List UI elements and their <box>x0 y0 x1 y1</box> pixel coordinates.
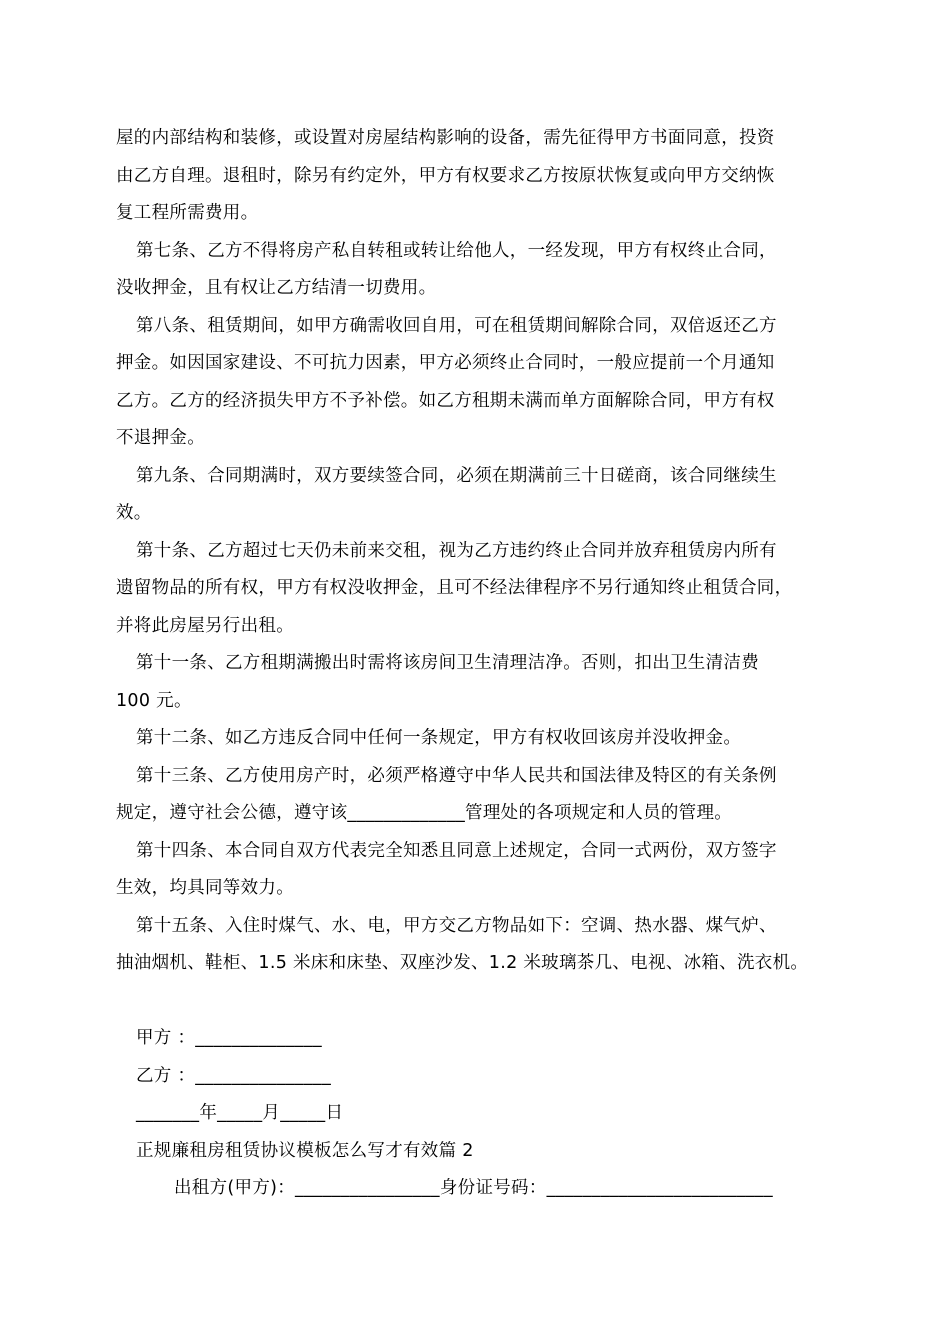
clause-13-line-1: 第十三条、乙方使用房产时，必须严格遵守中华人民共和国法律及特区的有关条例 <box>136 766 777 786</box>
clause-10-line-2: 遗留物品的所有权，甲方有权没收押金，且可不经法律程序不另行通知终止租赁合同， <box>116 578 793 598</box>
party-b-signature: 乙方 ：_______________ <box>136 1066 332 1086</box>
clause-8-line-4: 不退押金。 <box>116 428 205 448</box>
clause-12-line-1: 第十二条、如乙方违反合同中任何一条规定，甲方有权收回该房并没收押金。 <box>136 728 742 748</box>
next-section-title: 正规廉租房租赁协议模板怎么写才有效篇 2 <box>136 1141 474 1161</box>
clause-7-line-1: 第七条、乙方不得将房产私自转租或转让给他人，一经发现，甲方有权终止合同， <box>136 241 777 261</box>
body-line-2: 由乙方自理。退租时，除另有约定外，甲方有权要求乙方按原状恢复或向甲方交纳恢 <box>116 166 775 186</box>
lessor-line: 出租方(甲方)：________________身份证号码：_________________________ <box>174 1178 773 1198</box>
clause-10-line-3: 并将此房屋另行出租。 <box>116 616 294 636</box>
clause-8-line-2: 押金。如因国家建设、不可抗力因素，甲方必须终止合同时，一般应提前一个月通知 <box>116 353 775 373</box>
clause-15-line-2: 抽油烟机、鞋柜、1.5 米床和床垫、双座沙发、1.2 米玻璃茶几、电视、冰箱、洗衣机。 <box>116 953 809 973</box>
clause-11-line-2: 100 元。 <box>116 691 192 711</box>
clause-14-line-2: 生效，均具同等效力。 <box>116 878 294 898</box>
party-a-signature: 甲方 ：______________ <box>136 1028 322 1048</box>
signature-date: _______年_____月_____日 <box>136 1103 344 1123</box>
clause-7-line-2: 没收押金，且有权让乙方结清一切费用。 <box>116 278 437 298</box>
clause-8-line-3: 乙方。乙方的经济损失甲方不予补偿。如乙方租期未满而单方面解除合同，甲方有权 <box>116 391 775 411</box>
clause-9-line-2: 效。 <box>116 503 152 523</box>
clause-11-line-1: 第十一条、乙方租期满搬出时需将该房间卫生清理洁净。否则，扣出卫生清洁费 <box>136 653 759 673</box>
clause-9-line-1: 第九条、合同期满时，双方要续签合同，必须在期满前三十日磋商，该合同继续生 <box>136 466 777 486</box>
body-line-1: 屋的内部结构和装修，或设置对房屋结构影响的设备，需先征得甲方书面同意，投资 <box>116 128 775 148</box>
clause-14-line-1: 第十四条、本合同自双方代表完全知悉且同意上述规定，合同一式两份，双方签字 <box>136 841 777 861</box>
clause-13-line-2: 规定，遵守社会公德，遵守该_____________管理处的各项规定和人员的管理。 <box>116 803 733 823</box>
clause-10-line-1: 第十条、乙方超过七天仍未前来交租，视为乙方违约终止合同并放弃租赁房内所有 <box>136 541 777 561</box>
clause-15-line-1: 第十五条、入住时煤气、水、电，甲方交乙方物品如下：空调、热水器、煤气炉、 <box>136 916 777 936</box>
body-line-3: 复工程所需费用。 <box>116 203 259 223</box>
clause-8-line-1: 第八条、租赁期间，如甲方确需收回自用，可在租赁期间解除合同，双倍返还乙方 <box>136 316 777 336</box>
